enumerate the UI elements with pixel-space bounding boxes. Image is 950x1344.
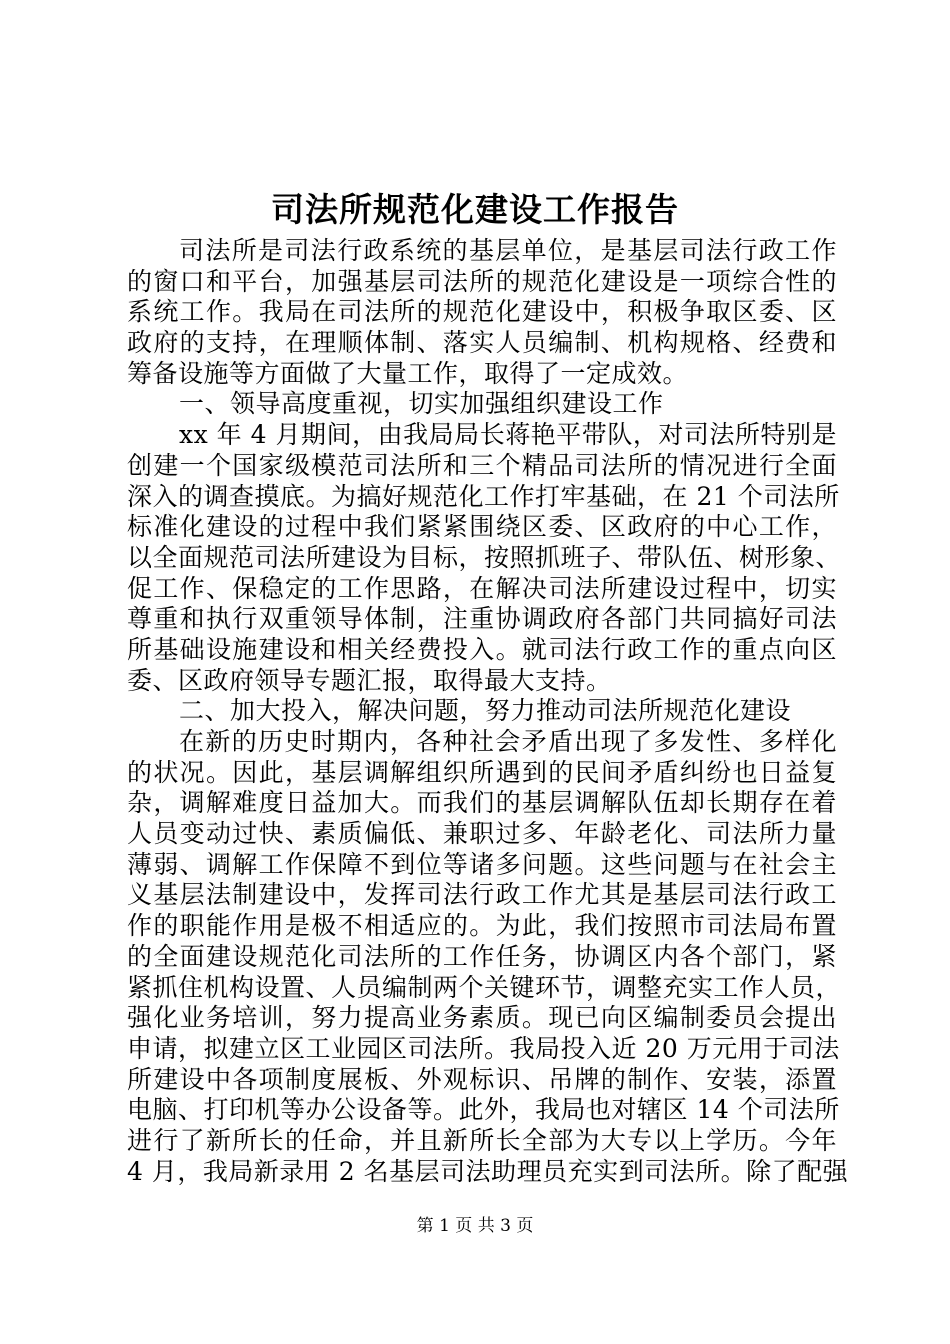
text-line: 所基础设施建设和相关经费投入。就司法行政工作的重点向区 (127, 634, 837, 664)
text-line: 尊重和执行双重领导体制，注重协调政府各部门共同搞好司法 (127, 604, 837, 634)
text-line: 强化业务培训，努力提高业务素质。现已向区编制委员会提出 (127, 1003, 837, 1033)
text-line: 作的职能作用是极不相适应的。为此，我们按照市司法局布置 (127, 911, 837, 941)
text-line: 二、加大投入，解决问题，努力推动司法所规范化建设 (179, 696, 792, 726)
text-line: 系统工作。我局在司法所的规范化建设中，积极争取区委、区 (127, 297, 837, 327)
text-line: 深入的调查摸底。为搞好规范化工作打牢基础，在 21 个司法所 (127, 481, 840, 511)
text-line: 创建一个国家级模范司法所和三个精品司法所的情况进行全面 (127, 450, 837, 480)
text-line: 的全面建设规范化司法所的工作任务，协调区内各个部门，紧 (127, 941, 837, 971)
text-line: 筹备设施等方面做了大量工作，取得了一定成效。 (127, 358, 689, 388)
text-line: 4 月，我局新录用 2 名基层司法助理员充实到司法所。除了配强 (127, 1156, 849, 1186)
text-line: 薄弱、调解工作保障不到位等诸多问题。这些问题与在社会主 (127, 849, 837, 879)
text-line: 促工作、保稳定的工作思路，在解决司法所建设过程中，切实 (127, 573, 837, 603)
document-title: 司法所规范化建设工作报告 (271, 190, 679, 229)
text-line: 政府的支持，在理顺体制、落实人员编制、机构规格、经费和 (127, 328, 837, 358)
text-line: 义基层法制建设中，发挥司法行政工作尤其是基层司法行政工 (127, 880, 837, 910)
text-line: 一、领导高度重视，切实加强组织建设工作 (179, 389, 664, 419)
text-line: 以全面规范司法所建设为目标，按照抓班子、带队伍、树形象、 (127, 542, 842, 572)
text-line: 司法所是司法行政系统的基层单位，是基层司法行政工作 (179, 236, 837, 265)
document-body (127, 236, 849, 1187)
text-line: 杂，调解难度日益加大。而我们的基层调解队伍却长期存在着 (127, 788, 837, 818)
text-line: 所建设中各项制度展板、外观标识、吊牌的制作、安装，添置 (127, 1064, 837, 1094)
text-line: 申请，拟建立区工业园区司法所。我局投入近 20 万元用于司法 (127, 1033, 840, 1063)
text-line: 紧抓住机构设置、人员编制两个关键环节，调整充实工作人员， (127, 972, 842, 1002)
text-line: xx 年 4 月期间，由我局局长蒋艳平带队，对司法所特别是 (179, 420, 837, 450)
text-line: 委、区政府领导专题汇报，取得最大支持。 (127, 665, 612, 695)
text-line: 在新的历史时期内，各种社会矛盾出现了多发性、多样化 (179, 727, 837, 756)
text-line: 标准化建设的过程中我们紧紧围绕区委、区政府的中心工作， (127, 512, 837, 542)
text-line: 电脑、打印机等办公设备等。此外，我局也对辖区 14 个司法所 (127, 1095, 840, 1125)
text-line: 人员变动过快、素质偏低、兼职过多、年龄老化、司法所力量 (127, 819, 837, 849)
text-line: 的状况。因此，基层调解组织所遇到的民间矛盾纠纷也日益复 (127, 757, 837, 787)
text-line: 进行了新所长的任命，并且新所长全部为大专以上学历。今年 (127, 1125, 837, 1155)
page-footer: 第 1 页 共 3 页 (416, 1216, 534, 1236)
text-line: 的窗口和平台，加强基层司法所的规范化建设是一项综合性的 (127, 266, 837, 296)
